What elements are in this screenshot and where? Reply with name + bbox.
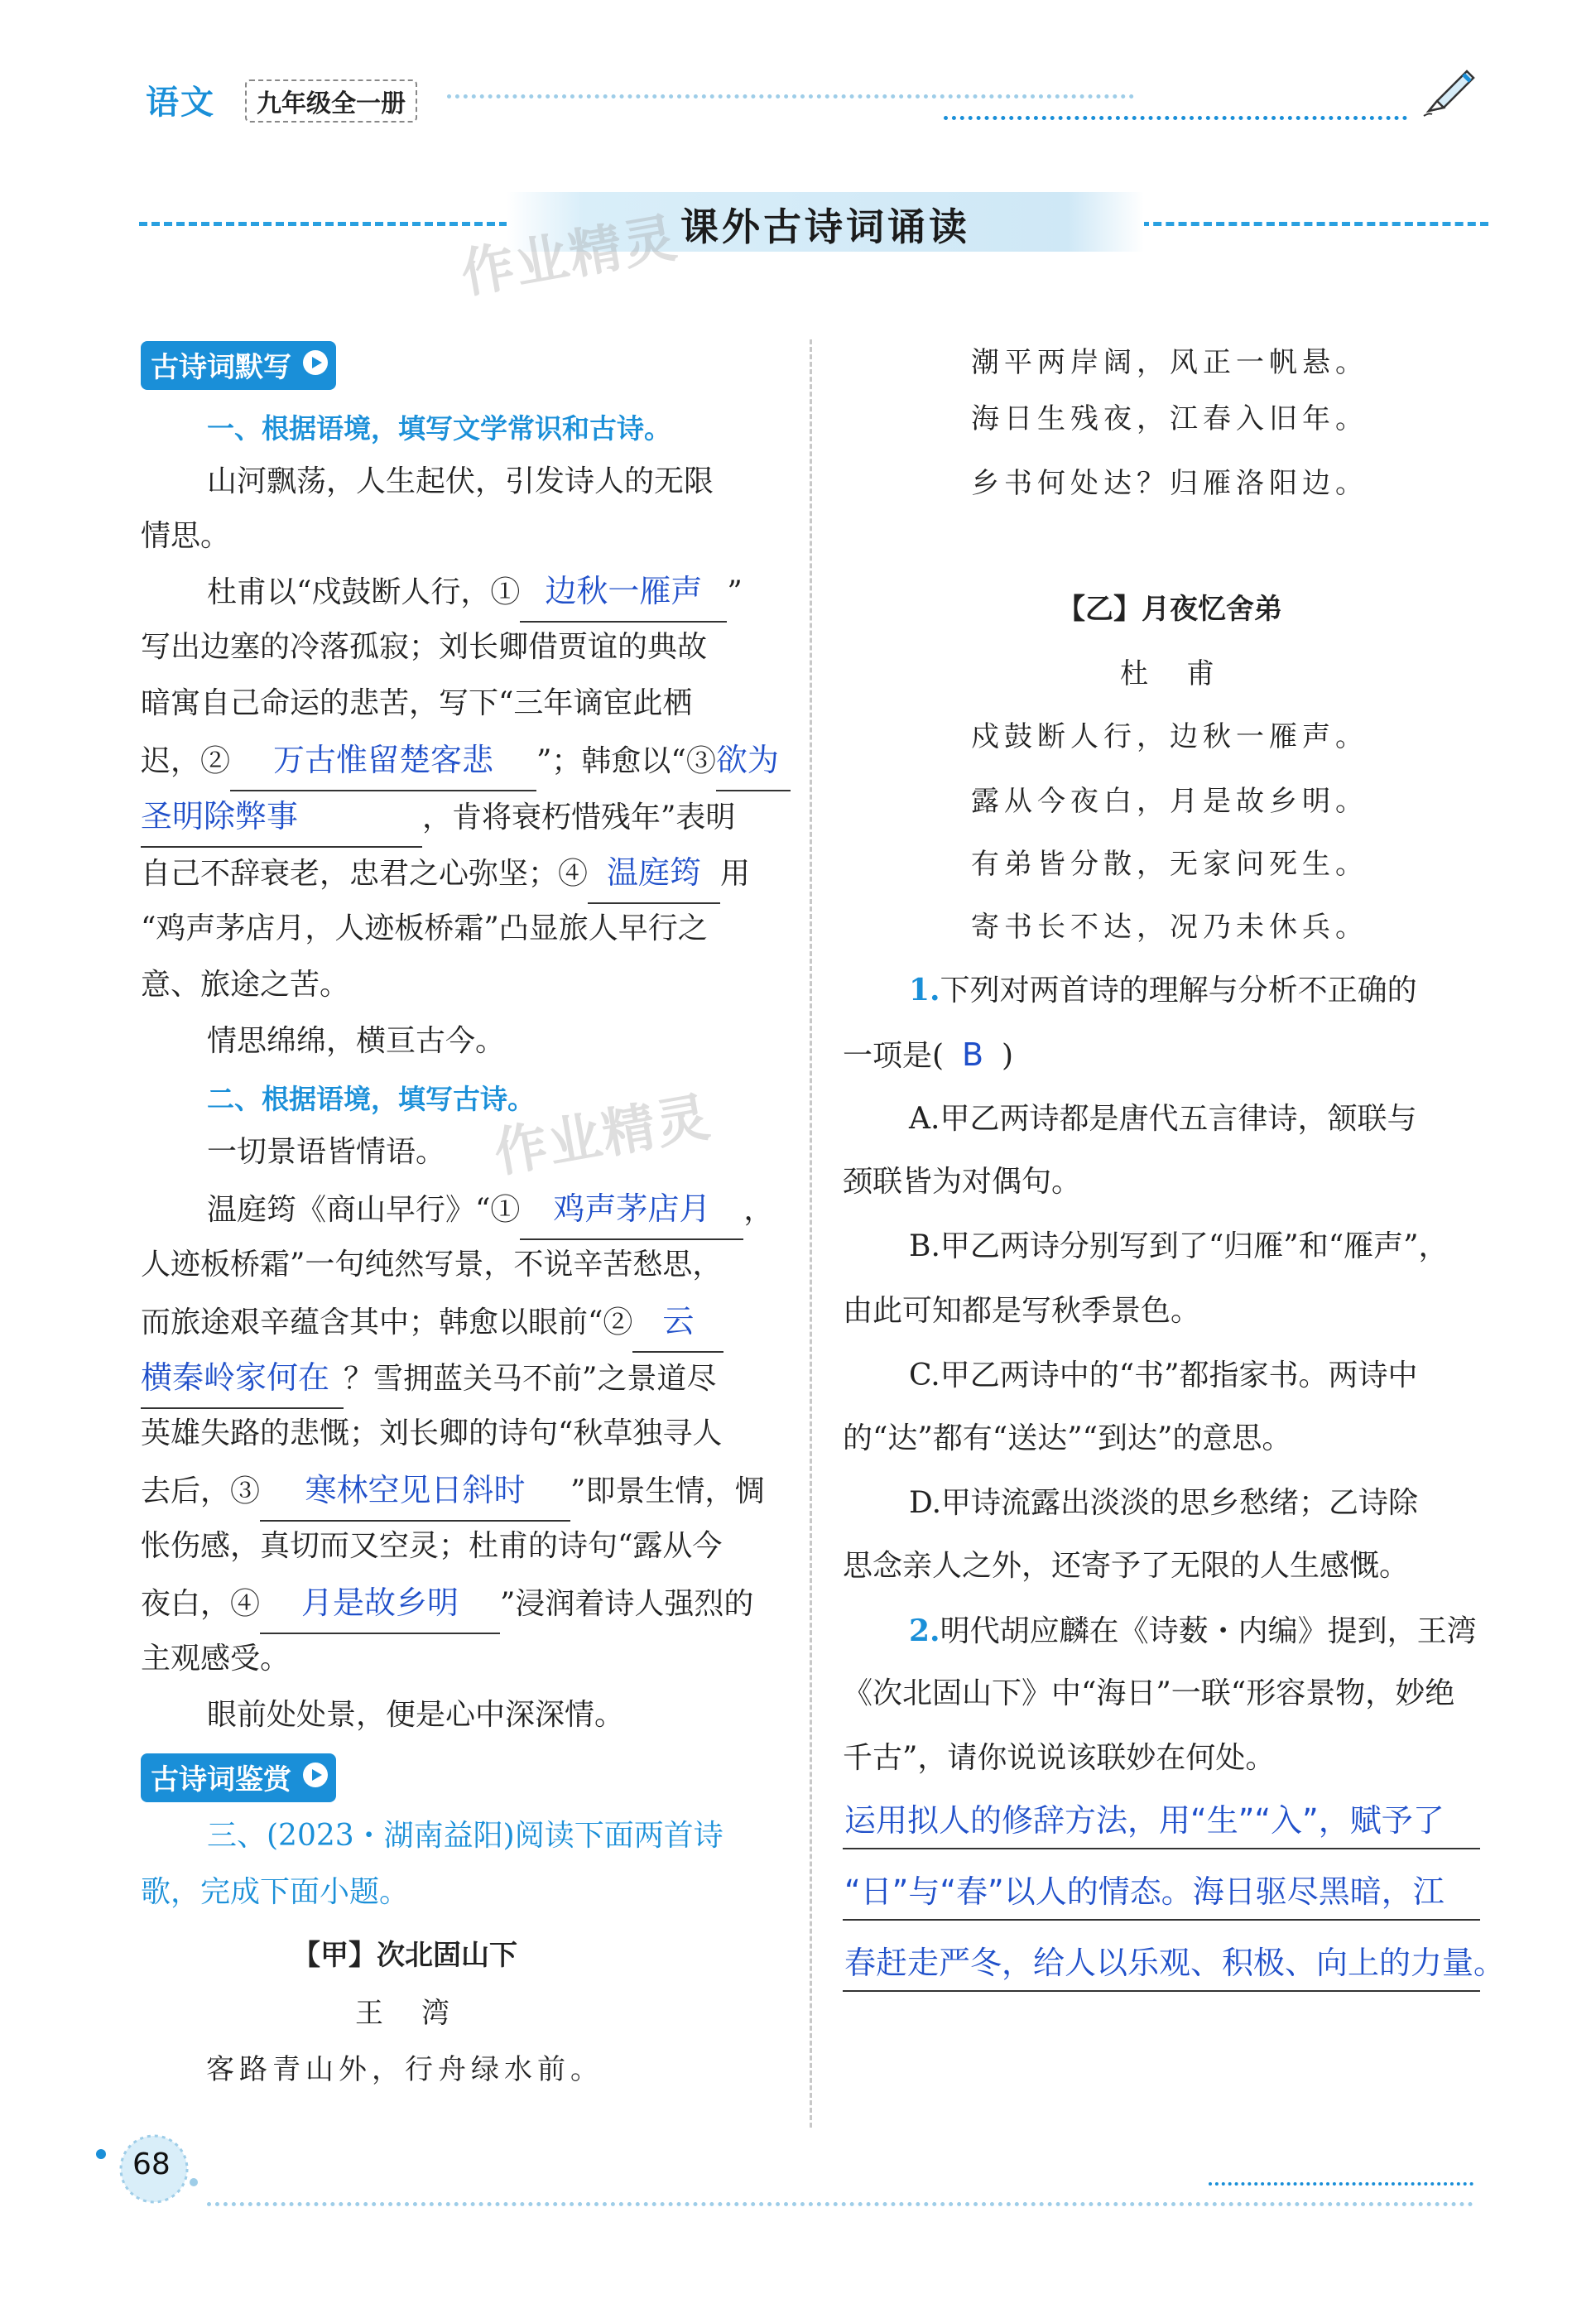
answer-blank-4 [588,844,720,904]
paragraph-line [207,563,743,623]
question-number: 1. [909,973,940,1008]
section-tag-label: 古诗词鉴赏 [151,1763,291,1796]
play-icon [303,1763,328,1787]
answer-blank-1 [520,563,727,623]
text-span: 下列对两首诗的理解与分析不正确的 [940,974,1417,1008]
handwritten-answer: 欲为 [715,742,779,778]
grade-label: 九年级全一册 [245,79,417,123]
text-span: ”；韩愈以“③ [536,744,716,778]
answer-blank-3-cont [141,788,422,848]
handwritten-answer: 边秋一雁声 [545,573,703,609]
handwritten-answer: B [962,1036,984,1073]
poem-line: 乡书何处达？归雁洛阳边。 [971,467,1368,500]
paragraph-line: 写出边塞的冷落孤寂；刘长卿借贾谊的典故 [141,630,708,664]
answer-line: 春赶走严冬，给人以乐观、积极、向上的力量。 [844,1945,1506,1981]
paragraph-line: 怅伤感，真切而又空灵；杜甫的诗句“露从今 [141,1529,723,1563]
answer-blank-6-cont [141,1349,344,1409]
paragraph-line: 山河飘荡，人生起伏，引发诗人的无限 [207,464,714,498]
paragraph-line [141,1293,723,1353]
text-span: ) [1002,1039,1014,1073]
question-heading-1: 一、根据语境，填写文学常识和古诗。 [207,412,671,445]
poem-author-b: 杜 甫 [1120,657,1219,690]
section-tag-recitation [141,341,336,390]
paragraph-line [141,788,735,848]
answer-blank-2 [230,732,536,791]
text-span: ” [727,575,743,609]
question-1 [909,962,1417,1019]
page-title: 课外古诗词诵读 [680,204,970,249]
poem-line: 露从今夜白，月是故乡明。 [971,785,1368,818]
handwritten-answer: 月是故乡明 [301,1585,459,1621]
watermark: 作业精灵 [456,207,683,306]
poem-line: 戍鼓断人行，边秋一雁声。 [971,720,1368,753]
text-span: ”浸润着诗人强烈的 [500,1587,754,1621]
watermark: 作业精灵 [489,1086,716,1185]
handwritten-answer: 寒林空见日斜时 [305,1472,526,1508]
answer-blank-7 [260,1462,570,1522]
option-d-cont: 思念亲人之外，还寄予了无限的人生感慨。 [843,1549,1410,1583]
banner-dash-right [1141,222,1488,226]
paragraph-line: 眼前处处景，便是心中深深情。 [207,1698,625,1732]
poem-line: 潮平两岸阔，风正一帆悬。 [971,346,1368,379]
text-span: 迟，② [141,744,231,778]
handwritten-answer: 万古惟留楚客悲 [273,742,494,778]
poem-line: 寄书长不达，况乃未休兵。 [971,911,1368,944]
text-span: 夜白，④ [141,1587,261,1621]
section-tag-label: 古诗词默写 [151,351,291,384]
poem-line: 海日生残夜，江春入旧年。 [971,402,1368,435]
answer-blank-6 [632,1293,723,1353]
paragraph-line [141,1462,764,1522]
text-span: 用 [720,857,751,891]
poem-title-b: 【乙】月夜忆舍弟 [1057,593,1282,626]
text-span: ，肯将衰朽惜残年”表明 [422,801,736,834]
subject-label: 语文 [146,84,215,122]
footer-divider [207,2202,1473,2206]
paragraph-line: 一切景语皆情语。 [207,1135,446,1169]
text-span: 明代胡应麟在《诗薮・内编》提到，王湾 [940,1614,1477,1648]
play-icon [303,350,328,375]
question-heading-3-cont: 歌，完成下面小题。 [141,1875,410,1909]
option-a-cont: 颈联皆为对偶句。 [843,1165,1082,1199]
paragraph-line: 情思绵绵，横亘古今。 [207,1024,506,1058]
option-c-cont: 的“达”都有“送达”“到达”的意思。 [843,1421,1292,1455]
handwritten-answer: 横秦岭家何在 [141,1359,330,1396]
text-span: ， [743,1193,774,1227]
question-heading-3: 三、(2023・湖南益阳)阅读下面两首诗 [207,1819,723,1853]
paragraph-line: 主观感受。 [141,1642,291,1676]
paragraph-line [141,1349,716,1409]
handwritten-answer: 圣明除弊事 [141,798,299,834]
paragraph-line [141,732,791,791]
question-number: 2. [909,1613,940,1648]
option-b: B.甲乙两诗分别写到了“归雁”和“雁声”， [909,1229,1449,1263]
option-c: C.甲乙两诗中的“书”都指家书。两诗中 [909,1359,1418,1392]
poem-title-a: 【甲】次北固山下 [292,1939,517,1972]
page-number: 68 [132,2147,171,2181]
paragraph-line [141,1575,753,1634]
pen-icon [1421,61,1478,119]
text-span: 温庭筠《商山早行》“① [207,1193,521,1227]
text-span: ”即景生情，惆 [570,1474,765,1508]
footer-divider-accent [1209,2182,1473,2186]
poem-line: 有弟皆分散，无家问死生。 [971,848,1368,881]
paragraph-line: 人迹板桥霜”一句纯然写景，不说辛苦愁思， [141,1248,723,1282]
question-heading-2: 二、根据语境，填写古诗。 [207,1083,535,1115]
section-tag-appreciation [141,1753,336,1802]
question-1-cont [843,1027,1013,1084]
option-d: D.甲诗流露出淡淡的思乡愁绪；乙诗除 [909,1486,1419,1520]
answer-line: 运用拟人的修辞方法，用“生”“入”，赋予了 [844,1802,1445,1839]
text-span: 自己不辞衰老，忠君之心弥坚；④ [141,857,589,891]
paragraph-line: 英雄失路的悲慨；刘长卿的诗句“秋草独寻人 [141,1416,723,1450]
question-2-cont: 千古”，请你说说该联妙在何处。 [843,1741,1276,1775]
poem-author-a: 王 湾 [355,1997,454,2030]
paragraph-line: “鸡声茅店月，人迹板桥霜”凸显旅人早行之 [141,911,708,945]
banner-dash-left [139,222,520,226]
answer-rule [843,1848,1480,1849]
option-b-cont: 由此可知都是写秋季景色。 [843,1294,1201,1328]
text-span: 而旅途艰辛蕴含其中；韩愈以眼前“② [141,1306,633,1339]
answer-blank-8 [260,1575,500,1634]
header-divider [447,94,1134,99]
paragraph-line: 意、旅途之苦。 [141,968,350,1002]
question-2 [909,1603,1477,1660]
question-2-cont: 《次北固山下》中“海日”一联“形容景物，妙绝 [843,1676,1455,1710]
paragraph-line: 暗寓自己命运的悲苦，写下“三年谪宦此栖 [141,686,693,720]
paragraph-line [141,844,750,904]
text-span: ？雪拥蓝关马不前”之景道尽 [344,1362,717,1396]
handwritten-answer: 温庭筠 [607,854,702,891]
handwritten-answer: 云 [662,1303,695,1339]
answer-line: “日”与“春”以人的情态。海日驱尽黑暗，江 [844,1873,1445,1910]
text-span: 去后，③ [141,1474,261,1508]
header-divider-accent [944,116,1407,120]
answer-rule [843,1990,1480,1992]
paragraph-line: 情思。 [141,519,231,553]
option-a: A.甲乙两诗都是唐代五言律诗，颔联与 [909,1102,1417,1136]
poem-line: 客路青山外，行舟绿水前。 [206,2053,603,2086]
answer-blank-5 [520,1181,743,1240]
paragraph-line [207,1181,773,1240]
text-span: 杜甫以“戍鼓断人行，① [207,575,521,609]
answer-blank-3 [716,732,791,791]
text-span: 一项是( [843,1039,945,1073]
answer-rule [843,1919,1480,1921]
handwritten-answer: 鸡声茅店月 [553,1190,711,1227]
